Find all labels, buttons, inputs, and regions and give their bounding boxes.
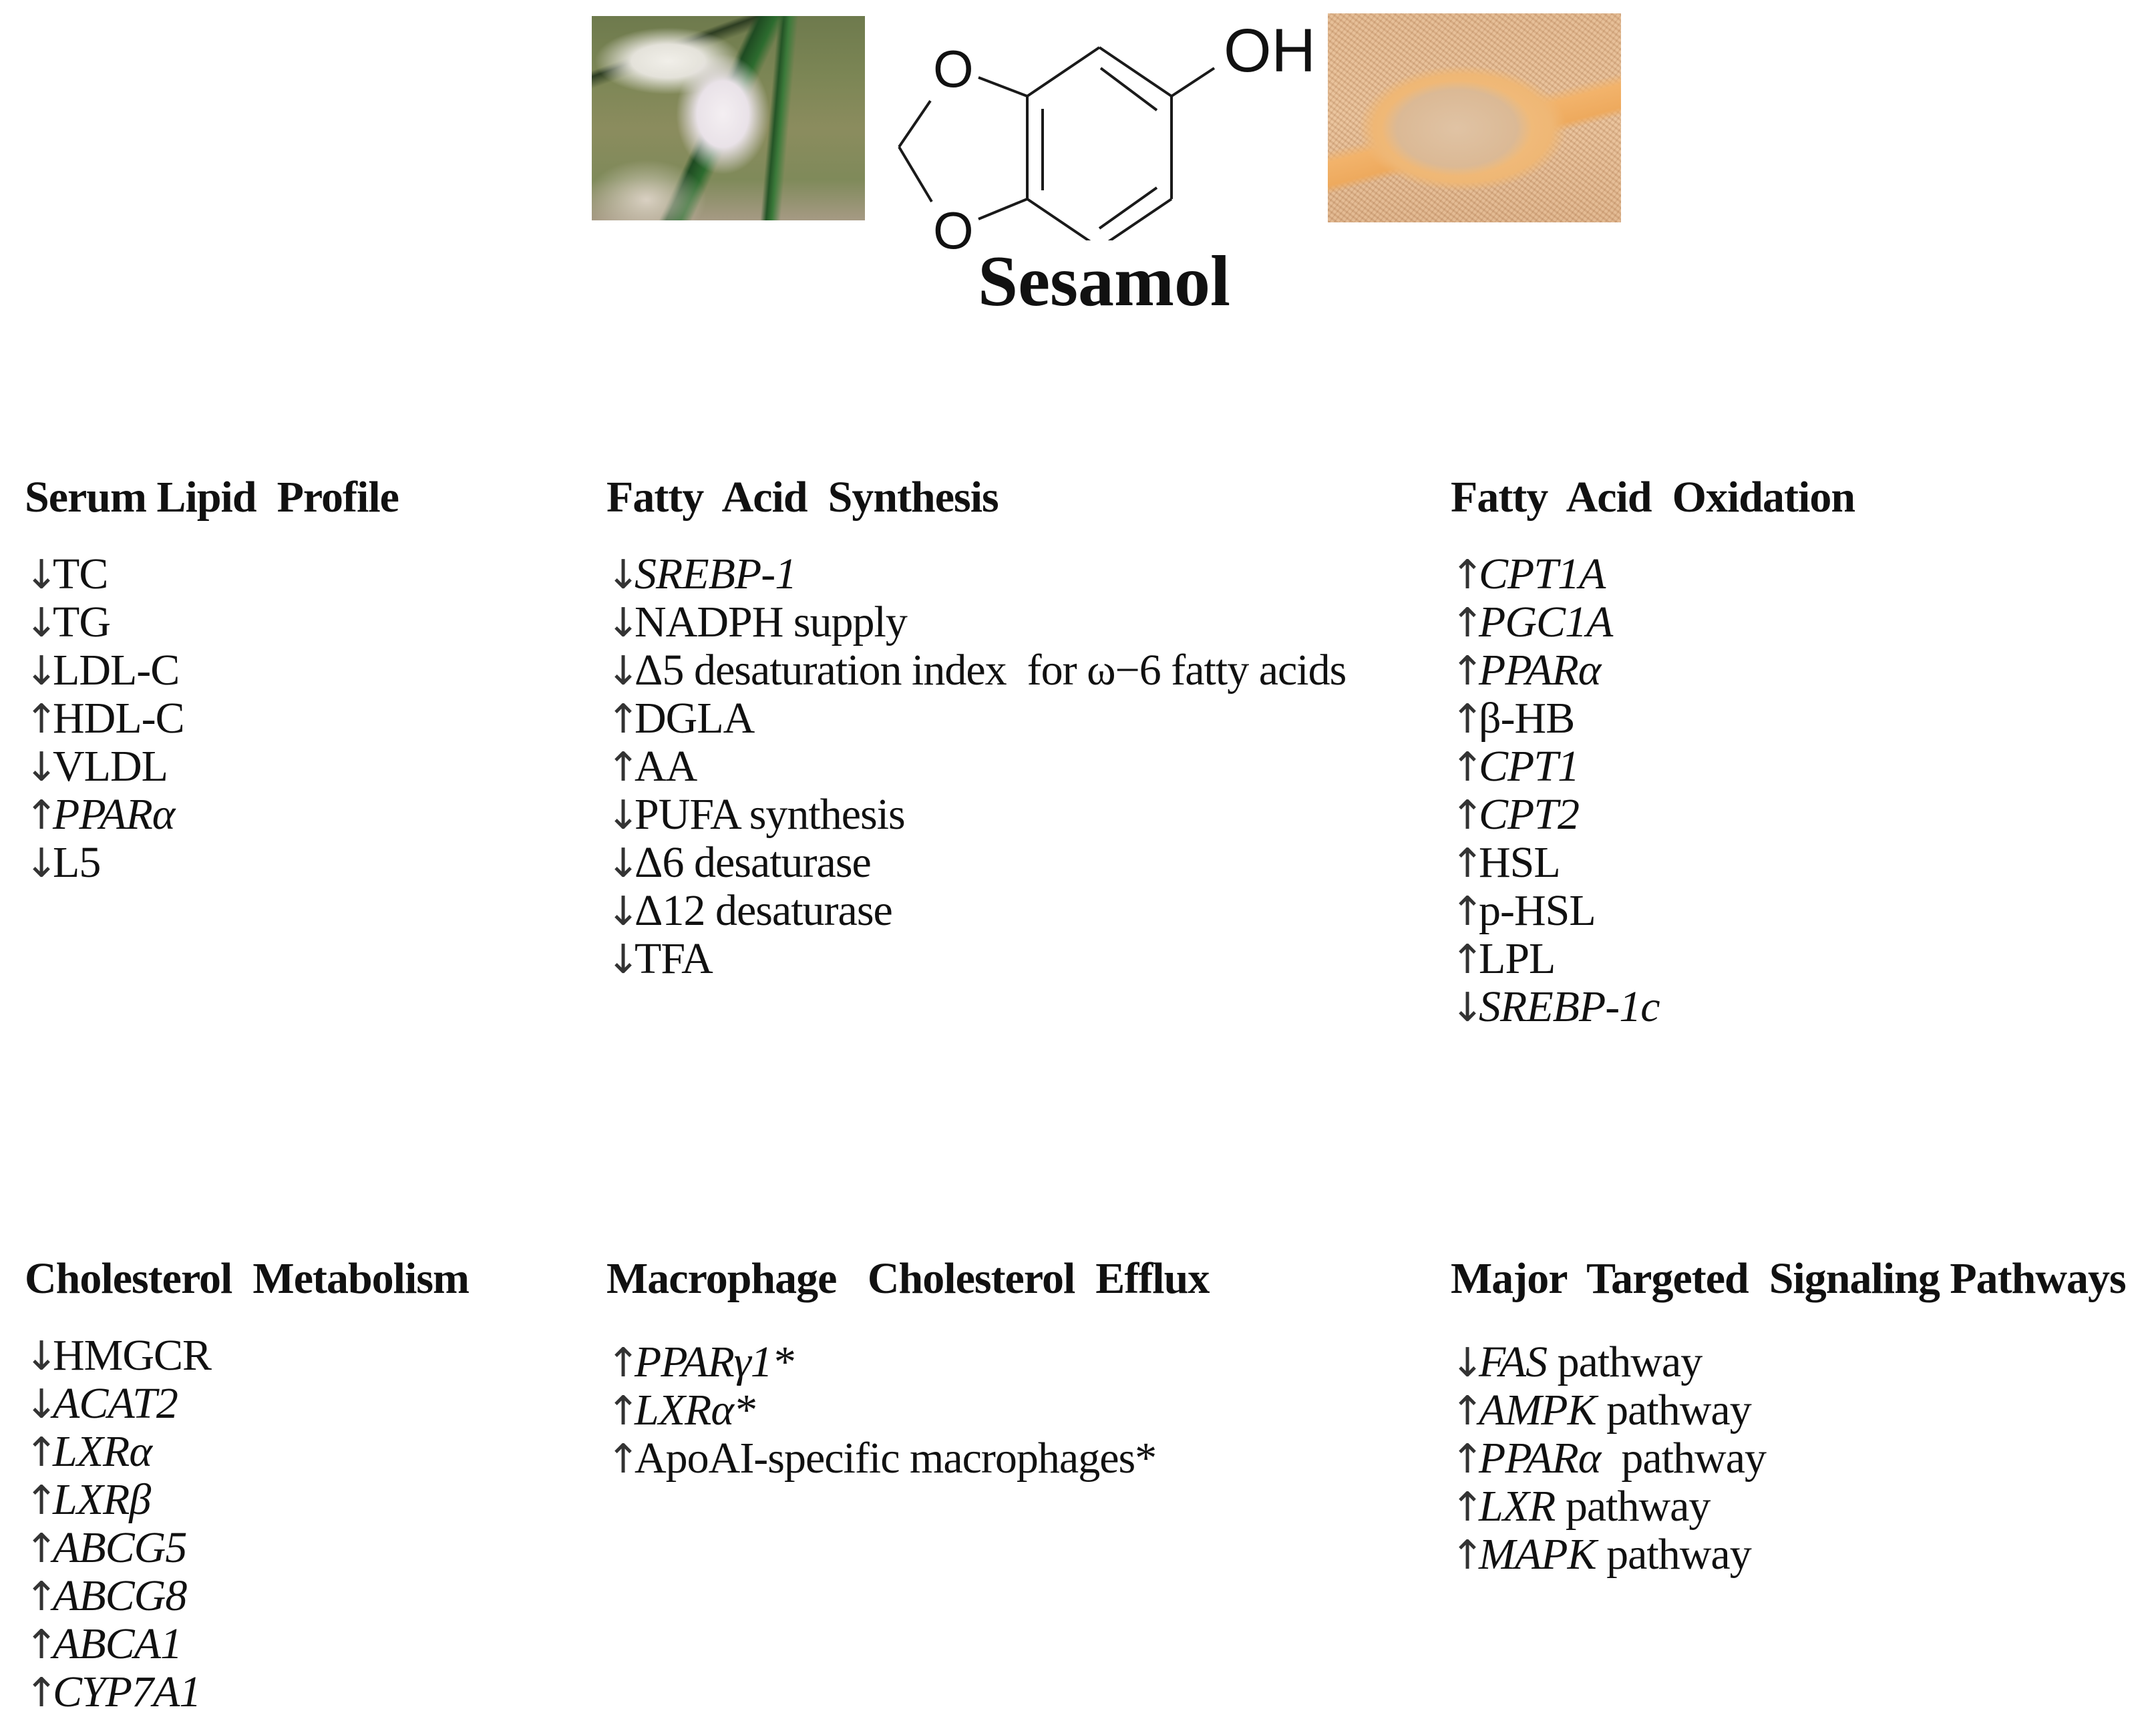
list-item bbox=[606, 1434, 1209, 1483]
item-label: PPARγ1* bbox=[635, 1338, 793, 1386]
section-cholesterol-metabolism bbox=[25, 1254, 470, 1716]
section-title: Major Targeted Signaling Pathways bbox=[1451, 1254, 2126, 1303]
arrow-down-icon: ↓ bbox=[606, 936, 640, 983]
arrow-up-icon: ↑ bbox=[606, 744, 640, 791]
section-title: Macrophage Cholesterol Efflux bbox=[606, 1254, 1210, 1303]
item-suffix: pathway bbox=[1600, 1434, 1766, 1483]
arrow-down-icon: ↓ bbox=[1451, 1340, 1484, 1386]
list-item bbox=[1451, 598, 1855, 646]
section-macrophage-cholesterol-efflux bbox=[606, 1254, 1210, 1483]
arrow-up-icon: ↑ bbox=[25, 1525, 58, 1572]
item-label: MAPK bbox=[1479, 1530, 1596, 1579]
list-item bbox=[606, 791, 1346, 839]
item-label: ABCG8 bbox=[53, 1571, 187, 1620]
list-item bbox=[1451, 935, 1855, 983]
item-label: HMGCR bbox=[53, 1331, 212, 1380]
item-label: LXRα bbox=[53, 1427, 152, 1476]
item-label: FAS bbox=[1479, 1338, 1548, 1386]
arrow-up-icon: ↑ bbox=[25, 792, 58, 839]
item-label: LXR bbox=[1479, 1482, 1556, 1531]
item-label: CPT2 bbox=[1479, 790, 1580, 839]
item-label: CYP7A1 bbox=[53, 1668, 201, 1716]
item-label: TG bbox=[53, 598, 110, 646]
arrow-down-icon: ↓ bbox=[606, 648, 640, 695]
list-item bbox=[25, 695, 399, 743]
item-label: p-HSL bbox=[1479, 886, 1596, 935]
section-title: Cholesterol Metabolism bbox=[25, 1254, 470, 1303]
list-item bbox=[1451, 695, 1855, 743]
list-item bbox=[25, 1668, 469, 1716]
list-item bbox=[25, 791, 399, 839]
item-label: CPT1A bbox=[1479, 550, 1606, 598]
list-item bbox=[606, 598, 1346, 646]
section-serum-lipid-profile bbox=[25, 475, 399, 887]
arrow-down-icon: ↓ bbox=[1451, 984, 1484, 1031]
arrow-up-icon: ↑ bbox=[1451, 696, 1484, 743]
effect-list bbox=[1451, 1338, 2126, 1579]
section-title: Fatty Acid Oxidation bbox=[1451, 473, 1855, 522]
item-label: LXRα* bbox=[635, 1386, 755, 1434]
section-title: Serum Lipid Profile bbox=[25, 473, 399, 522]
arrow-up-icon: ↑ bbox=[1451, 552, 1484, 598]
item-label: ABCA1 bbox=[53, 1619, 182, 1668]
list-item bbox=[1451, 983, 1855, 1031]
list-item bbox=[606, 550, 1346, 598]
list-item bbox=[25, 1572, 469, 1620]
item-label: PPARα bbox=[1479, 646, 1601, 695]
item-label: L5 bbox=[53, 838, 101, 887]
item-label: HDL-C bbox=[53, 694, 184, 743]
arrow-up-icon: ↑ bbox=[1451, 840, 1484, 887]
oxygen-label-bottom: O bbox=[933, 201, 974, 260]
sesame-plant-photo bbox=[592, 16, 865, 220]
item-suffix: pathway bbox=[1555, 1482, 1711, 1531]
arrow-down-icon: ↓ bbox=[606, 552, 640, 598]
item-label: LDL-C bbox=[53, 646, 180, 695]
item-label: SREBP-1 bbox=[635, 550, 797, 598]
item-label: PPARα bbox=[1479, 1434, 1601, 1483]
list-item bbox=[1451, 1386, 2126, 1434]
item-label: AA bbox=[635, 742, 697, 791]
effect-list bbox=[606, 1338, 1209, 1483]
hydroxyl-label: OH bbox=[1224, 17, 1316, 85]
list-item bbox=[1451, 1483, 2126, 1531]
list-item bbox=[1451, 646, 1855, 695]
item-label: PPARα bbox=[53, 790, 175, 839]
list-item bbox=[25, 1332, 469, 1380]
item-label: NADPH supply bbox=[635, 598, 907, 646]
effect-list bbox=[25, 550, 399, 887]
arrow-up-icon: ↑ bbox=[25, 1621, 58, 1668]
list-item bbox=[1451, 887, 1855, 935]
arrow-down-icon: ↓ bbox=[25, 648, 58, 695]
arrow-up-icon: ↑ bbox=[25, 1573, 58, 1620]
item-label: DGLA bbox=[635, 694, 755, 743]
list-item bbox=[606, 839, 1346, 887]
list-item bbox=[25, 1380, 469, 1428]
item-label: Δ6 desaturase bbox=[635, 838, 871, 887]
section-fatty-acid-synthesis bbox=[606, 475, 1346, 983]
item-label: ABCG5 bbox=[53, 1523, 187, 1572]
list-item bbox=[1451, 1434, 2126, 1483]
item-suffix: pathway bbox=[1596, 1530, 1751, 1579]
list-item bbox=[1451, 550, 1855, 598]
arrow-up-icon: ↑ bbox=[606, 1388, 640, 1434]
list-item bbox=[606, 695, 1346, 743]
arrow-up-icon: ↑ bbox=[1451, 792, 1484, 839]
effect-list bbox=[1451, 550, 1855, 1031]
arrow-up-icon: ↑ bbox=[1451, 1388, 1484, 1434]
item-label: HSL bbox=[1479, 838, 1560, 887]
list-item bbox=[606, 743, 1346, 791]
compound-title: Sesamol bbox=[978, 242, 1230, 321]
item-label: VLDL bbox=[53, 742, 168, 791]
list-item bbox=[1451, 1338, 2126, 1386]
list-item bbox=[606, 1386, 1209, 1434]
item-label: Δ5 desaturation index for ω−6 fatty acids bbox=[635, 646, 1346, 695]
item-label: Δ12 desaturase bbox=[635, 886, 892, 935]
list-item bbox=[606, 646, 1346, 695]
effect-list bbox=[25, 1332, 469, 1716]
arrow-down-icon: ↓ bbox=[25, 744, 58, 791]
arrow-up-icon: ↑ bbox=[1451, 744, 1484, 791]
list-item bbox=[25, 1524, 469, 1572]
item-label: ACAT2 bbox=[53, 1379, 178, 1428]
item-label: SREBP-1c bbox=[1479, 982, 1660, 1031]
section-fatty-acid-oxidation bbox=[1451, 475, 1855, 1031]
list-item bbox=[25, 1476, 469, 1524]
list-item bbox=[25, 839, 399, 887]
list-item bbox=[606, 887, 1346, 935]
arrow-up-icon: ↑ bbox=[606, 696, 640, 743]
arrow-up-icon: ↑ bbox=[1451, 600, 1484, 646]
arrow-up-icon: ↑ bbox=[1451, 1532, 1484, 1579]
item-label: LPL bbox=[1479, 934, 1556, 983]
list-item bbox=[606, 935, 1346, 983]
list-item bbox=[25, 1428, 469, 1476]
arrow-down-icon: ↓ bbox=[25, 552, 58, 598]
item-label: ApoAI-specific macrophages* bbox=[635, 1434, 1157, 1483]
item-label: TC bbox=[53, 550, 108, 598]
arrow-up-icon: ↑ bbox=[25, 1670, 58, 1716]
arrow-down-icon: ↓ bbox=[606, 600, 640, 646]
arrow-down-icon: ↓ bbox=[25, 1333, 58, 1380]
arrow-up-icon: ↑ bbox=[1451, 1484, 1484, 1531]
item-label: PGC1A bbox=[1479, 598, 1613, 646]
list-item bbox=[25, 646, 399, 695]
item-label: LXRβ bbox=[53, 1475, 151, 1524]
arrow-up-icon: ↑ bbox=[25, 696, 58, 743]
list-item bbox=[1451, 743, 1855, 791]
item-label: AMPK bbox=[1479, 1386, 1596, 1434]
list-item bbox=[1451, 839, 1855, 887]
oxygen-label-top: O bbox=[933, 39, 974, 98]
list-item bbox=[25, 550, 399, 598]
item-label: PUFA synthesis bbox=[635, 790, 905, 839]
arrow-down-icon: ↓ bbox=[606, 840, 640, 887]
arrow-down-icon: ↓ bbox=[25, 840, 58, 887]
arrow-up-icon: ↑ bbox=[1451, 936, 1484, 983]
item-label: TFA bbox=[635, 934, 713, 983]
arrow-down-icon: ↓ bbox=[606, 792, 640, 839]
item-label: CPT1 bbox=[1479, 742, 1580, 791]
arrow-up-icon: ↑ bbox=[25, 1429, 58, 1476]
arrow-down-icon: ↓ bbox=[25, 600, 58, 646]
effect-list bbox=[606, 550, 1346, 983]
sesame-seeds-photo bbox=[1328, 13, 1621, 222]
arrow-up-icon: ↑ bbox=[25, 1477, 58, 1524]
arrow-up-icon: ↑ bbox=[1451, 648, 1484, 695]
list-item bbox=[1451, 791, 1855, 839]
arrow-up-icon: ↑ bbox=[1451, 888, 1484, 935]
section-title: Fatty Acid Synthesis bbox=[606, 473, 999, 522]
list-item bbox=[25, 1620, 469, 1668]
item-suffix: pathway bbox=[1596, 1386, 1751, 1434]
list-item bbox=[25, 743, 399, 791]
arrow-up-icon: ↑ bbox=[606, 1340, 640, 1386]
item-label: β-HB bbox=[1479, 694, 1575, 743]
list-item bbox=[606, 1338, 1209, 1386]
section-major-targeted-signaling-pathways bbox=[1451, 1254, 2126, 1579]
arrow-up-icon: ↑ bbox=[1451, 1436, 1484, 1483]
arrow-up-icon: ↑ bbox=[606, 1436, 640, 1483]
arrow-down-icon: ↓ bbox=[25, 1381, 58, 1428]
list-item bbox=[25, 598, 399, 646]
arrow-down-icon: ↓ bbox=[606, 888, 640, 935]
item-suffix: pathway bbox=[1547, 1338, 1702, 1386]
list-item bbox=[1451, 1531, 2126, 1579]
